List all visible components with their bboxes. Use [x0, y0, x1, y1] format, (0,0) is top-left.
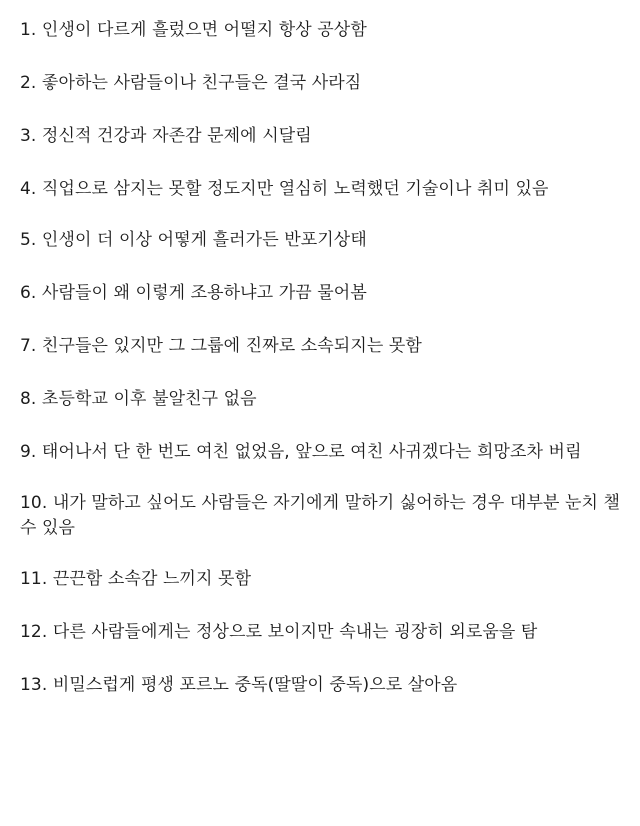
list-item-5: 5. 인생이 더 이상 어떻게 흘러가든 반포기상태: [20, 230, 367, 250]
list-item-1: 1. 인생이 다르게 흘렀으면 어떨지 항상 공상함: [20, 20, 367, 40]
list-item-8: 8. 초등학교 이후 불알친구 없음: [20, 389, 257, 409]
list-item-11: 11. 끈끈함 소속감 느끼지 못함: [20, 569, 252, 589]
list-item-6: 6. 사람들이 왜 이렇게 조용하냐고 가끔 물어봄: [20, 283, 367, 303]
list-item-2: 2. 좋아하는 사람들이나 친구들은 결국 사라짐: [20, 73, 362, 93]
list-item-4: 4. 직업으로 삼지는 못할 정도지만 열심히 노력했던 기술이나 취미 있음: [20, 179, 549, 199]
list-item-9: 9. 태어나서 단 한 번도 여친 없었음, 앞으로 여친 사귀겠다는 희망조차 버림: [20, 442, 582, 462]
list-item-3: 3. 정신적 건강과 자존감 문제에 시달림: [20, 126, 312, 146]
list-item-13: 13. 비밀스럽게 평생 포르노 중독(딸딸이 중독)으로 살아옴: [20, 675, 458, 695]
list-item-12: 12. 다른 사람들에게는 정상으로 보이지만 속내는 굉장히 외로움을 탐: [20, 622, 538, 642]
list-item-10: 10. 내가 말하고 싶어도 사람들은 자기에게 말하기 싫어하는 경우 대부분 눈치 챌 수 있음: [20, 493, 621, 538]
list-item-7: 7. 친구들은 있지만 그 그룹에 진짜로 소속되지는 못함: [20, 336, 422, 356]
